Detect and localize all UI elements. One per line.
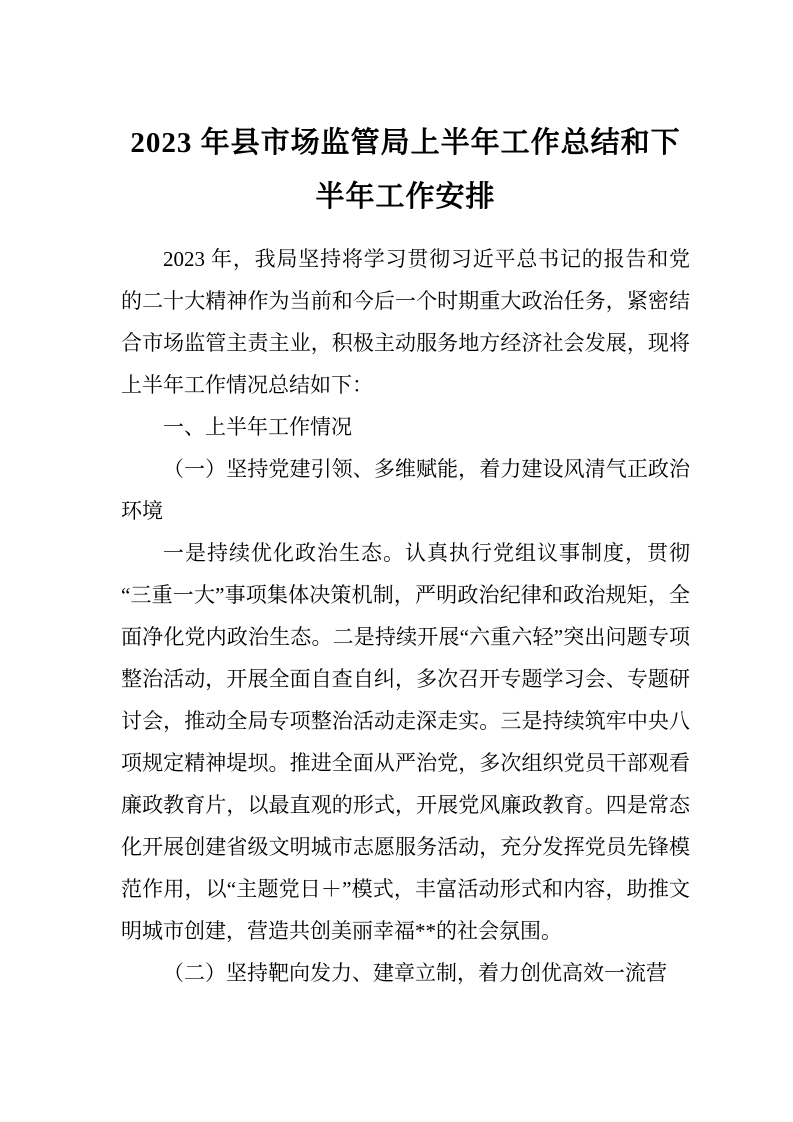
heading-section-one: 一、上半年工作情况 — [163, 415, 352, 439]
document-title: 2023 年县市场监管局上半年工作总结和下半年工作安排 — [130, 127, 681, 213]
heading-subsection-one: （一）坚持党建引领、多维赋能，着力建设风清气正政治环境 — [121, 457, 690, 523]
paragraph-intro: 2023 年，我局坚持将学习贯彻习近平总书记的报告和党的二十大精神作为当前和今后一个时期重大政治任务，紧密结合市场监管主责主业，积极主动服务地方经济社会发展，现将上半年工作情况总结如下： — [121, 247, 690, 397]
paragraph-subsection-one-body: 一是持续优化政治生态。认真执行党组议事制度，贯彻“三重一大”事项集体决策机制，严明政治纪律和政治规矩，全面净化党内政治生态。二是持续开展“六重六轻”突出问题专项整治活动，开展全面自查自纠，多次召开专题学习会、专题研讨会，推动全局专项整治活动走深走实。三是持续筑牢中央八项规定精神堤坝。推进全面从严治党，多次组织党员干部观看廉政教育片，以最直观的形式，开展党风廉政教育。四是常态化开展创建省级文明城市志愿服务活动，充分发挥党员先锋模范作用，以“主题党日＋”模式，丰富活动形式和内容，助推文明城市创建，营造共创美丽幸福**的社会氛围。 — [121, 541, 690, 943]
heading-subsection-two: （二）坚持靶向发力、建章立制，着力创优高效一流营 — [163, 961, 667, 985]
